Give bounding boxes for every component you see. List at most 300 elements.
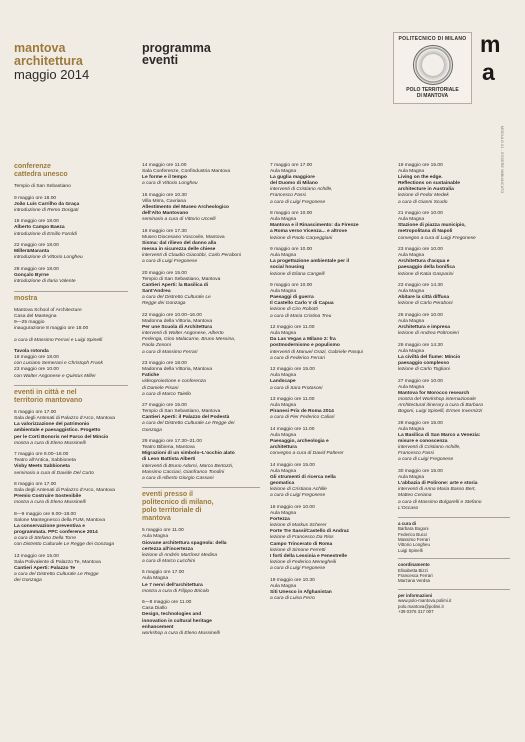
- event-line: Architettura d'acqua e: [398, 259, 450, 265]
- logo-top-text: POLITECNICO DI MILANO: [398, 36, 467, 42]
- event-item: [14, 512, 128, 549]
- event-line: Aula Magna: [398, 169, 425, 175]
- event-line: a cura di Luisa Ferro: [270, 595, 315, 601]
- event-line: Villa Mirra, Cavriana: [142, 198, 186, 204]
- section-heading-line: conferenze: [14, 163, 51, 170]
- ma-logo-m: m: [480, 31, 501, 57]
- event-item: [142, 193, 260, 223]
- event-line: per le Corti Bonoris nel Parco del Mincio: [14, 434, 109, 440]
- event-line: introduzione di Vittorio Longheu: [14, 255, 83, 261]
- event-line: Aula Magna: [270, 403, 297, 409]
- event-item: [14, 219, 128, 237]
- event-item: [14, 482, 128, 506]
- event-item: [142, 271, 260, 308]
- event-line: workshop a cura di Eleno Mussinelli: [142, 630, 220, 636]
- event-line: Architettura e impresa: [398, 325, 450, 331]
- event-line: Aula Magna: [270, 331, 297, 337]
- event-line: Aula Magna: [270, 433, 297, 439]
- event-line: inaugurazione 8 maggio ore 18.00: [14, 326, 89, 331]
- event-line: Aula Magna: [398, 217, 425, 223]
- event-line: 23 maggio ore 10.00: [398, 247, 443, 253]
- event-line: programmata. PPC conference 2014: [14, 530, 98, 536]
- credits-line: polo.mantova@polimi.it: [398, 603, 444, 609]
- event-line: Aula Magna: [270, 469, 297, 475]
- event-line: Sant'Andrea: [142, 289, 171, 295]
- event-item: [14, 452, 128, 476]
- event-line: a cura di Luigi Fregonese: [270, 199, 326, 205]
- event-item: [270, 427, 390, 457]
- event-item: [398, 247, 510, 277]
- event-item: [270, 578, 390, 602]
- event-line: architettura: [270, 445, 297, 451]
- event-line: dei Gonzaga: [14, 578, 42, 584]
- event-line: 19 maggio ore 15.00: [398, 163, 443, 168]
- credits-block: [398, 593, 510, 614]
- event-line: João Luís Carrilho da Graça: [14, 201, 80, 207]
- event-line: 5 maggio ore 11.00: [142, 528, 184, 534]
- event-item: [270, 163, 390, 206]
- event-line: 16 maggio ore 17.30: [142, 228, 187, 234]
- credits-line: Luigi Spinelli: [398, 547, 423, 553]
- event-line: 30 maggio ore 15.00: [398, 469, 443, 475]
- credits-divider: [398, 558, 510, 559]
- credits-line: Massimo Ferrari: [398, 537, 430, 543]
- event-line: interventi di Cristiano Achille,: [398, 445, 461, 451]
- event-line: lezione di Carlo Togliani: [398, 367, 450, 373]
- section-divider: [14, 291, 128, 292]
- event-item: [142, 313, 260, 356]
- event-item: [270, 463, 390, 500]
- event-line: La guglia maggiore: [270, 175, 315, 181]
- event-line: 14 maggio ore 11.00: [142, 163, 187, 168]
- event-line: lezione di Francesco Da Rios: [270, 535, 334, 541]
- event-line: Living on the edge.: [398, 175, 443, 181]
- event-item: [14, 338, 128, 344]
- event-line: lezione di Fedor Medek: [398, 193, 449, 199]
- column-4: [398, 163, 510, 620]
- event-line: 19 maggio ore 10.30: [270, 577, 315, 583]
- event-line: di Leon Battista Alberti: [142, 457, 196, 463]
- event-line: 28 maggio ore 18.00: [14, 266, 59, 272]
- section-divider: [14, 385, 128, 386]
- section-heading: [14, 295, 128, 303]
- event-item: [142, 528, 260, 565]
- event-line: Gonzaga: [142, 427, 162, 433]
- section-heading-line: eventi in città e nel: [14, 389, 77, 397]
- event-item: [398, 283, 510, 307]
- event-line: a cura del Distretto Culturale Le Regge dei: [142, 421, 235, 427]
- event-line: Aula Magna: [270, 583, 297, 589]
- event-line: 7 maggio ore 9.00–18.00: [14, 452, 69, 458]
- event-line: Sala degli Antenati di Palazzo d'Arco, Mantova: [14, 416, 115, 422]
- ma-logo: [480, 32, 510, 96]
- event-line: a cura di Federico Ferrari: [270, 355, 325, 361]
- event-item: [270, 505, 390, 572]
- event-line: Aula Magna: [398, 348, 425, 354]
- event-line: innovation in cultural heritage: [142, 618, 212, 624]
- event-line: Sala Conferenze, Confindustria Mantova: [142, 169, 231, 175]
- event-line: Aula Magna: [398, 289, 425, 295]
- event-line: Sala Polivalente di Palazzo Te, Mantova: [14, 560, 101, 566]
- event-line: Alberto Campo Baeza: [14, 225, 65, 231]
- event-line: a cura di Pier Federico Caliari: [270, 415, 335, 421]
- brand-title: [14, 42, 89, 81]
- event-line: Premio Costruire Sostenibile: [14, 494, 82, 500]
- event-line: Stazione di piazza municipio,: [398, 223, 466, 229]
- event-line: 8 maggio ore 10.00: [270, 211, 313, 217]
- column-2: [142, 163, 260, 642]
- event-item: [14, 184, 128, 190]
- event-line: Miller&Maranta: [14, 249, 50, 255]
- event-line: lezione di Eliana Cangelli: [270, 271, 325, 277]
- event-line: seminario a cura di Vittorio Uccelli: [142, 217, 216, 223]
- event-line: La Basilica di San Marco a Venezia:: [398, 433, 481, 439]
- event-line: convegno a cura di David Palterer: [270, 451, 344, 457]
- ma-logo-a: a: [482, 59, 495, 85]
- event-line: a cura di Massimo Ferrari e Luigi Spinelli: [14, 337, 103, 343]
- event-line: dell'Alto Mantovano: [142, 211, 189, 217]
- event-line: a cura di Luigi Fregonese: [270, 565, 326, 571]
- event-line: lezione di Andrés Martínez Medina: [142, 552, 218, 558]
- event-item: [270, 283, 390, 320]
- column-3: [270, 163, 390, 607]
- event-item: [14, 308, 128, 332]
- credits-line: Barbara Bogoni: [398, 526, 429, 532]
- event-line: Da Las Vegas a Milano 2: fra: [270, 337, 336, 343]
- event-line: a cura di Stefano Della Torre: [14, 536, 77, 542]
- event-line: geomatica: [270, 481, 295, 487]
- event-line: misure e conoscenza: [398, 439, 448, 445]
- event-item: [398, 343, 510, 373]
- event-line: 29 maggio ore 17.30–21.00: [142, 439, 202, 445]
- event-line: paesaggio della bonifica: [398, 265, 455, 271]
- event-line: Campo Trincerato di Roma: [270, 541, 333, 547]
- section-heading: [14, 389, 128, 405]
- event-item: [398, 379, 510, 416]
- event-line: 23 maggio ore 10.00: [14, 367, 59, 373]
- event-line: Abitare la città diffusa: [398, 295, 450, 301]
- event-line: Siti Unesco in Afghanistan: [270, 589, 332, 595]
- event-line: Design, technologies and: [142, 612, 202, 618]
- event-line: 5 maggio ore 17.00: [142, 570, 185, 576]
- section-heading-line: politecnico di milano,: [142, 499, 214, 507]
- event-line: a cura di Alberto Giorgio Cassani: [142, 475, 214, 481]
- event-line: Aula Magna: [398, 384, 425, 390]
- event-item: [142, 361, 260, 398]
- event-line: mostra a cura di Eleno Mussinelli: [14, 500, 86, 506]
- event-line: videoproiezione e conferenza: [142, 379, 206, 385]
- event-line: Le 7 nervi dell'architettura: [142, 582, 203, 588]
- event-item: [142, 163, 260, 187]
- event-line: a Roma verso Vicenza... e altrove: [270, 229, 348, 235]
- event-line: 12 maggio ore 11.00: [270, 325, 315, 331]
- event-item: [14, 554, 128, 584]
- event-line: Aula Magna: [142, 534, 169, 540]
- event-line: Tempio di San Sebastiano, Mantova: [142, 409, 221, 415]
- event-line: interventi di Bruno Adorni, Marco Bertozzi,: [142, 463, 234, 469]
- event-line: Piranesi Prix de Roma 2014: [270, 409, 334, 415]
- event-item: [14, 243, 128, 261]
- event-item: [14, 349, 128, 379]
- event-line: Migrazioni di un simbolo–L'occhio alato: [142, 451, 235, 457]
- event-line: mostra del Workshop internazionale: [398, 397, 477, 403]
- event-line: con Luciano Semerani e Christoph Frank: [14, 361, 103, 367]
- event-line: a cura del Distretto Culturale Le Regge: [14, 572, 99, 578]
- event-line: Visby Meets Sabbioneta: [14, 464, 70, 470]
- event-line: Reflections on sustainable: [398, 181, 460, 187]
- event-line: 14 maggio ore 11.00: [270, 426, 315, 432]
- event-line: Francesco Fassi: [270, 193, 306, 199]
- event-line: 14 maggio ore 15.00: [270, 462, 315, 468]
- event-line: seminario a cura di Davide Del Curto: [14, 470, 94, 476]
- event-line: architecture in Australia: [398, 187, 454, 193]
- event-item: [142, 600, 260, 637]
- event-line: Aula Magna: [142, 576, 169, 582]
- event-line: lezione di Ciro Robotti: [270, 307, 318, 313]
- event-line: a cura di Marco Taiello: [142, 391, 192, 397]
- event-line: Sisma: dal rilievo del danno alla: [142, 241, 217, 247]
- event-line: Gli strumenti di ricerca nella: [270, 475, 336, 481]
- event-line: Paesaggi di guerra: [270, 295, 314, 301]
- event-line: Tempio di San Sebastiano: [14, 184, 71, 189]
- event-line: 28 maggio ore 15.00: [398, 420, 443, 426]
- event-line: a cura di Gianni Scudo: [398, 199, 448, 205]
- event-item: [270, 211, 390, 241]
- event-line: interventi di Manuel Orazi, Gabriele Pasqui: [270, 349, 363, 355]
- event-line: Aula Magna: [270, 289, 297, 295]
- event-line: Aula Magna: [270, 169, 297, 175]
- event-line: Teatro Bibiena, Mantova: [142, 445, 195, 451]
- event-line: 26 maggio ore 14.30: [398, 342, 443, 348]
- event-line: lezione di Simone Ferretti: [270, 547, 326, 553]
- event-line: Cantieri Aperti: la Basilica di: [142, 283, 209, 289]
- section-heading-line: mantova: [142, 515, 171, 523]
- event-line: Tavola rotonda: [14, 349, 49, 355]
- event-line: Madonna della Vittoria, Mantova: [142, 319, 213, 325]
- credits-line: Federico Bucci: [398, 531, 428, 537]
- event-line: Sala degli Antenati di Palazzo d'Arco, Mantova: [14, 488, 115, 494]
- event-line: certezza all'incertezza: [142, 546, 193, 552]
- event-line: La valorizzazione del patrimonio: [14, 422, 90, 428]
- event-line: Allestimento del Museo Archeologico: [142, 205, 230, 211]
- credits-line: www.polo-mantova.polimi.it: [398, 598, 452, 604]
- event-line: 6 maggio ore 17.00: [14, 410, 57, 416]
- event-line: 27 maggio ore 10.00: [398, 378, 443, 384]
- section-heading-line: mostra: [14, 294, 38, 302]
- event-line: 7 maggio ore 17.00: [270, 163, 313, 168]
- event-line: 21 maggio ore 10.00: [398, 211, 443, 217]
- event-line: Gonçalo Byrne: [14, 273, 49, 279]
- programma-title: [142, 42, 211, 66]
- brand-line-3: maggio 2014: [14, 67, 90, 82]
- event-line: Aula Magna: [270, 373, 297, 379]
- event-item: [142, 229, 260, 266]
- event-item: [142, 570, 260, 594]
- event-line: Fatiche: [142, 373, 160, 379]
- credits-label: per informazioni: [398, 593, 433, 599]
- brand-line-2: architettura: [14, 54, 83, 68]
- event-line: convegno a cura di Luigi Fregonese: [398, 235, 476, 241]
- event-line: Il Castello Carlo V di Capua: [270, 301, 334, 307]
- event-line: 12 maggio ore 15.00: [270, 367, 315, 373]
- event-line: interventi di Walter Angonese, Alberto: [142, 331, 224, 337]
- event-line: Ferlenga, Gino Malacarne, Bruno Messina,: [142, 337, 236, 343]
- event-line: introduzione di Emilio Faroldi: [14, 231, 77, 237]
- logo-bottom-line-2: DI MANTOVA: [416, 93, 449, 99]
- event-line: Salone Mantegnesco della FUM, Mantova: [14, 518, 106, 524]
- credits-block: [398, 562, 510, 583]
- event-line: a cura di Massimo Bulgarelli e Stefano: [398, 499, 482, 505]
- event-line: Aula Magna: [398, 426, 425, 432]
- event-item: [14, 410, 128, 447]
- event-line: Per une Scuola di Architettura: [142, 325, 212, 331]
- credits-label: coordinamento: [398, 562, 430, 568]
- event-line: Mantova School of Architecture: [14, 307, 82, 313]
- section-heading-line: eventi presso il: [142, 491, 193, 499]
- event-line: Tempio di San Sebastiano, Mantova: [142, 277, 221, 282]
- event-line: Aula Magna: [270, 253, 297, 259]
- event-line: Aula Magna: [398, 475, 425, 481]
- vertical-label-text: MODULO 01 - ESSERE IMBIANCATO: [500, 126, 504, 194]
- event-item: [270, 247, 390, 277]
- event-line: 9—25 maggio: [14, 319, 45, 325]
- event-line: Aula Magna: [270, 217, 297, 223]
- credits-block: [398, 521, 510, 553]
- credits-line: +39 0376 317 007: [398, 609, 434, 615]
- event-line: a cura di Maria Cristina Treu: [270, 313, 332, 319]
- event-line: 15 maggio ore 18.00: [14, 219, 59, 225]
- event-line: La progettazione ambientale per il: [270, 259, 350, 265]
- section-heading: [142, 491, 260, 523]
- credits-label: a cura di: [398, 521, 417, 527]
- event-line: lezione di Paolo Carpeggiani: [270, 235, 333, 241]
- event-item: [270, 367, 390, 391]
- credits-divider: [398, 517, 510, 518]
- event-line: mostra a cura di Filippo Bricolo: [142, 588, 210, 594]
- event-line: Le forme e il tempo: [142, 175, 187, 181]
- event-line: Massimo Cacciari, Gianfranco Tondini: [142, 469, 225, 475]
- event-line: 23 maggio ore 18.00: [142, 361, 187, 367]
- event-line: Architectural itinerary a cura di Barbara: [398, 403, 483, 409]
- event-line: lezione di Andrea Poltronieri: [398, 331, 459, 337]
- event-line: paesaggio complesso: [398, 361, 450, 367]
- event-line: Landscape: [270, 379, 296, 385]
- event-line: a cura di Luigi Fregonese: [142, 259, 198, 265]
- event-line: I forti della Lessinia e Fenestrelle: [270, 553, 347, 559]
- event-line: con Distretto Culturale Le Regge dei Gonzaga: [14, 542, 115, 548]
- event-line: Museo Diocesano Voscovile, Mantova: [142, 234, 225, 240]
- event-line: interventi di Claudio Giacobbi, Carlo Peraboni: [142, 253, 241, 259]
- event-line: Bogoni, Luigi Spinelli, Ermes Invernizzi: [398, 409, 483, 415]
- event-line: introduzione di Remo Dorigati: [14, 207, 79, 213]
- section-heading-line: cattedra unesco: [14, 171, 68, 178]
- event-item: [398, 469, 510, 512]
- event-item: [270, 397, 390, 421]
- event-line: lezione di Carlo Peraboni: [398, 301, 453, 307]
- event-line: L'abbazia di Polirone: arte e storia: [398, 481, 478, 487]
- event-line: 27 maggio ore 15.00: [142, 403, 187, 409]
- event-line: 8—9 maggio ore 9.00–18.00: [14, 511, 76, 517]
- event-line: lezione di Katia Gasparini: [398, 271, 454, 277]
- programma-line-1: programma: [142, 41, 211, 55]
- event-line: 20 maggio ore 15.00: [142, 270, 187, 276]
- event-line: a cura di Marco Lucchini: [142, 558, 196, 564]
- logo-bottom-line-1: POLO TERRITORIALE: [406, 87, 459, 93]
- event-line: di Daniele Pisani: [142, 385, 179, 391]
- credits-divider: [398, 589, 510, 590]
- event-line: La conservazione preventiva e: [14, 524, 85, 530]
- event-line: lezione di Federico Menegheili: [270, 559, 337, 565]
- event-item: [398, 211, 510, 241]
- event-line: Giovane architettura spagnola: della: [142, 540, 227, 546]
- credits-line: Elisabetta Bizzi: [398, 567, 428, 573]
- section-divider: [142, 487, 260, 488]
- seal-icon: [413, 45, 453, 85]
- column-1: [14, 163, 128, 590]
- event-line: 6—8 maggio ore 11.00: [142, 600, 192, 606]
- event-item: [14, 196, 128, 214]
- event-line: Aula Magna: [398, 319, 425, 325]
- event-line: Cantieri Aperti: il Palazzo del Podestà: [142, 415, 230, 421]
- event-line: 22 maggio ore 10.00–16.00: [142, 312, 202, 318]
- event-line: Fortezza: [270, 517, 290, 523]
- politecnico-logo: [393, 32, 472, 104]
- event-line: 13 maggio ore 15.00: [14, 554, 59, 560]
- event-line: social housing: [270, 265, 305, 271]
- event-line: 23 maggio ore 14.30: [398, 283, 443, 289]
- event-line: introduzione di Ilaria Valente: [14, 279, 76, 285]
- event-item: [142, 403, 260, 433]
- event-line: lezione di Cristiana Achille: [270, 487, 327, 493]
- event-line: 26 maggio ore 10.00: [398, 312, 443, 318]
- event-line: Paola Zenoni: [142, 343, 171, 349]
- credits-line: Francesca Ferrari: [398, 573, 433, 579]
- event-line: Francesco Fassi: [398, 451, 434, 457]
- event-item: [14, 267, 128, 285]
- logo-bottom-text: [394, 87, 471, 99]
- event-line: Mantova e il Rinascimento: da Firenze: [270, 223, 359, 229]
- section-heading: [14, 163, 128, 179]
- event-item: [398, 313, 510, 337]
- event-line: ambientale e paesaggistico. Progetto: [14, 428, 101, 434]
- event-line: a cura di Sara Protasoni: [270, 385, 323, 391]
- event-line: Teatro all'Antica, Sabbioneta: [14, 458, 76, 464]
- event-line: Regge dei Gonzaga: [142, 301, 186, 307]
- event-line: Matteo Ceriana: [398, 493, 432, 499]
- event-line: 9 maggio ore 10.00: [270, 283, 313, 289]
- event-line: a cura di Luigi Fregonese: [270, 493, 326, 499]
- event-line: a cura di Massimo Ferrari: [142, 349, 198, 355]
- event-line: Aula Magna: [270, 511, 297, 517]
- event-line: enhancement: [142, 624, 174, 630]
- credits-line: Marzana Verdsa: [398, 578, 430, 584]
- event-line: Madonna della Vittoria, Mantova: [142, 367, 213, 373]
- event-line: 13 maggio ore 11.00: [270, 397, 315, 403]
- event-line: lezione di Markus Scherer: [270, 523, 327, 529]
- event-line: con Walter Angonese e Quintus Miller: [14, 373, 96, 379]
- event-line: Aula Magna: [398, 253, 425, 259]
- event-line: postmodernismo e populismo: [270, 343, 340, 349]
- event-line: 9 maggio ore 18.00: [14, 195, 57, 201]
- event-item: [398, 421, 510, 464]
- section-heading-line: territorio mantovano: [14, 397, 83, 405]
- event-line: mostra a cura di Eleno Mussinelli: [14, 440, 86, 446]
- event-line: del Duomo di Milano: [270, 181, 318, 187]
- event-line: 16 maggio ore 10.00: [270, 505, 315, 510]
- event-item: [142, 439, 260, 482]
- event-line: interventi di Anna Maria Basso Bert,: [398, 487, 476, 493]
- event-line: 15 maggio ore 10.30: [142, 192, 187, 198]
